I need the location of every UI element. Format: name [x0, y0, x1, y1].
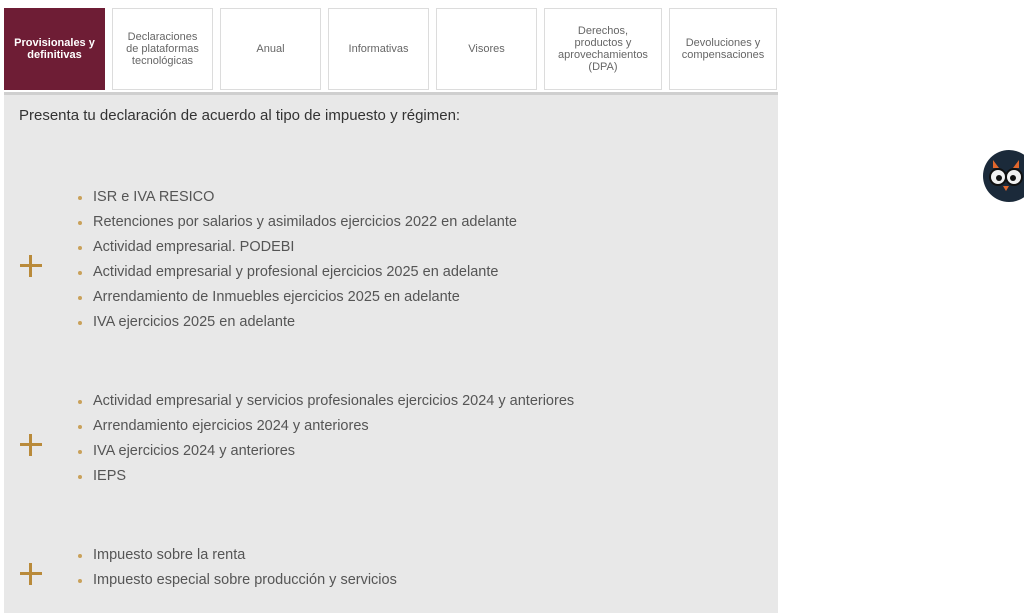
tab-anual[interactable]	[220, 8, 321, 90]
list-item[interactable]: IEPS	[78, 464, 574, 489]
tab-declaraciones-plataformas[interactable]	[112, 8, 213, 90]
panel-intro: Presenta tu declaración de acuerdo al tipo de impuesto y régimen:	[19, 107, 461, 124]
tab-visores[interactable]	[436, 8, 537, 90]
list-item[interactable]: Retenciones por salarios y asimilados ejercicios 2022 en adelante	[78, 210, 517, 235]
tab-label: Informativas	[348, 43, 409, 55]
tab-dpa[interactable]	[544, 8, 662, 90]
declaration-list	[78, 185, 517, 335]
plus-icon[interactable]	[18, 561, 44, 587]
plus-icon[interactable]	[18, 432, 44, 458]
list-item[interactable]: Arrendamiento ejercicios 2024 y anteriores	[78, 414, 574, 439]
list-item[interactable]: Actividad empresarial. PODEBI	[78, 235, 517, 260]
tab-label: Provisionales y definitivas	[14, 37, 95, 61]
list-item[interactable]: Arrendamiento de Inmuebles ejercicios 2025 en adelante	[78, 285, 517, 310]
tab-informativas[interactable]	[328, 8, 429, 90]
tab-devoluciones-y-compensaciones[interactable]	[669, 8, 777, 90]
list-item[interactable]: ISR e IVA RESICO	[78, 185, 517, 210]
list-item[interactable]: IVA ejercicios 2024 y anteriores	[78, 439, 574, 464]
tab-bar	[4, 8, 778, 92]
declaration-panel	[4, 92, 778, 613]
tab-label: Devoluciones y compensaciones	[681, 37, 765, 61]
list-item[interactable]: Impuesto especial sobre producción y servicios	[78, 568, 397, 593]
declaration-list	[78, 543, 397, 593]
tab-label: Declaraciones de plataformas tecnológicas	[126, 31, 199, 67]
tab-label: Visores	[468, 43, 505, 55]
list-item[interactable]: Impuesto sobre la renta	[78, 543, 397, 568]
list-item[interactable]: Actividad empresarial y servicios profesionales ejercicios 2024 y anteriores	[78, 389, 574, 414]
plus-icon[interactable]	[18, 253, 44, 279]
declaration-list	[78, 389, 574, 489]
list-item[interactable]: Actividad empresarial y profesional ejercicios 2025 en adelante	[78, 260, 517, 285]
tab-provisionales-y-definitivas[interactable]	[4, 8, 105, 90]
owl-assistant-icon[interactable]	[983, 150, 1024, 202]
tab-label: Derechos, productos y aprovechamientos (DPA)	[558, 25, 648, 73]
list-item[interactable]: IVA ejercicios 2025 en adelante	[78, 310, 517, 335]
tab-label: Anual	[256, 43, 285, 55]
